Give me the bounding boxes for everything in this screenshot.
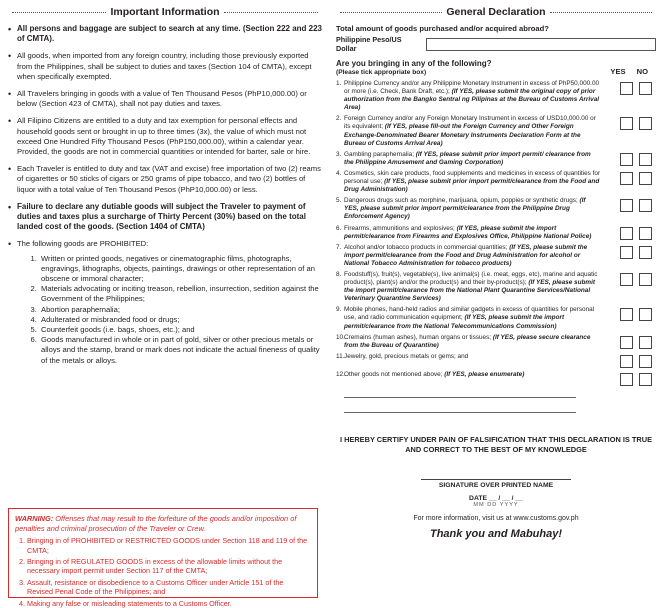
dotted-rule [550, 12, 652, 13]
declaration-item [336, 197, 656, 221]
declaration-item-text [336, 353, 601, 361]
prohibited-heading: The following goods are PROHIBITED: [17, 239, 149, 249]
general-declaration-panel [330, 0, 662, 540]
important-info-title: Important Information [110, 6, 220, 18]
item-number: 5. [336, 197, 342, 205]
item-instruction: (If YES, please fill-out the Foreign Currency and Other Foreign Exchange-Denominated Bearer Monetary Instruments Declaration Form at the Bureau of Customs Arrival Area) [344, 123, 581, 147]
bring-header [336, 59, 656, 76]
no-checkbox[interactable] [639, 246, 652, 259]
item-instruction: (If YES, please submit prior import permit/clearance from the Philippine Drug Enforcement Agency) [344, 197, 586, 221]
item-instruction: (If YES, please submit the import permit/clearance from the National Telecommunications Commission) [344, 314, 565, 330]
info-bullet: • All Travelers bringing in goods with a value of Ten Thousand Pesos (PhP10,000.00) or below (Section 423 of CMTA), shall not pay duties and taxes. [8, 89, 322, 109]
yes-no-checkboxes [620, 371, 656, 386]
warning-offense-item: 3. Assault, resistance or disobedience to a Customs Officer under Article 151 of the Revised Penal Code of the Philippines; and [27, 578, 311, 597]
prohibited-item: 5. Counterfeit goods (i.e. bags, shoes, etc.); and [39, 325, 322, 335]
dotted-rule [224, 12, 318, 13]
thank-you-text: Thank you and Mabuhay! [429, 527, 562, 540]
item-description: Cremains (human ashes), human organs or tissues; [344, 333, 493, 341]
warning-offense-list [15, 536, 311, 608]
declaration-item-text [336, 306, 601, 330]
prohibited-item: 3. Abortion paraphernalia; [39, 305, 322, 315]
declaration-item-text [336, 115, 601, 147]
warning-offense-item: 1. Bringing in of PROHIBITED or RESTRICTED GOODS under Section 118 and 119 of the CMTA; [27, 536, 311, 555]
warning-lead: WARNING: [15, 514, 54, 523]
no-checkbox[interactable] [639, 153, 652, 166]
item-instruction: (If YES, please submit the import permit/clearance from Firearms and Explosives Office, Philippine National Police) [344, 224, 592, 240]
bring-question: Are you bringing in any of the following? [336, 59, 492, 68]
declaration-item [336, 271, 656, 303]
yes-no-checkboxes [620, 306, 656, 321]
warning-box [8, 508, 318, 608]
item-instruction: (If YES, please submit prior import permit/clearance from the Food and Drug Administration) [344, 178, 600, 194]
info-bullet: • All Filipino Citizens are entitled to a duty and tax exemption for personal effects and household goods sent or brought in up to three times (3x), the value of which must not exceed One Hundred Fifty Thousand Pesos (PhP150,000.00), within a calendar year. Provided, the goods are not in commercial quantities or intended for barter, sale or hire. [8, 116, 322, 157]
item-number: 2. [336, 115, 342, 123]
item-number: 10. [336, 333, 345, 341]
website-info: For more information, visit us at www.customs.gov.ph [413, 514, 579, 522]
item-number: 6. [336, 224, 342, 232]
info-bullet: • Failure to declare any dutiable goods will subject the Traveler to payment of duties and taxes plus a surcharge of Thirty Percent (30%) based on the total landed cost of the goods. (Section 1404 of CMTA) [8, 202, 322, 233]
item-number: 9. [336, 306, 342, 314]
item-description: Dangerous drugs such as morphine, marijuana, opium, poppies or synthetic drugs; [344, 197, 580, 205]
item-description: Alcohol and/or tobacco products in commercial quantities; [344, 243, 510, 251]
enumerate-line-1[interactable] [344, 389, 576, 398]
declaration-item-text [336, 371, 601, 379]
dotted-rule [12, 12, 106, 13]
declaration-item [336, 353, 656, 368]
item-body [344, 306, 601, 330]
declaration-item-text [336, 225, 601, 241]
yes-header: YES [610, 67, 626, 76]
important-information-panel [0, 0, 322, 373]
yes-no-checkboxes [620, 80, 656, 95]
item-instruction: (If YES, please submit the original copy of prior authorization from the Bangko Sentral ng Pilipinas at the Bureau of Customs Arrival Area) [344, 88, 600, 112]
item-number: 4. [336, 169, 342, 177]
no-checkbox[interactable] [639, 199, 652, 212]
item-instruction: (If YES, please secure clearance from the Bureau of Quarantine) [344, 333, 591, 349]
item-instruction: (If YES, please submit the import permit/clearance from the Food and Drug Administration for alcohol or National Tobacco Administration for tobacco products) [344, 243, 588, 267]
yes-checkbox[interactable] [620, 308, 633, 321]
date-field[interactable]: DATE __ / __ / __ [469, 494, 523, 502]
no-checkbox[interactable] [639, 336, 652, 349]
declaration-item-text [336, 197, 601, 221]
yes-no-checkboxes [620, 225, 656, 240]
item-description: Foodstuff(s), fruit(s), vegetable(s), live animal(s) (i.e. meat, eggs, etc), marine and aquatic product(s), plant(s) and/or the product(s) and their by-product(s); [344, 270, 598, 287]
warning-offense-item: 4. Making any false or misleading statements to a Customs Officer. [27, 599, 311, 608]
item-body [344, 334, 601, 350]
yes-checkbox[interactable] [620, 153, 633, 166]
yes-no-checkboxes [620, 115, 656, 130]
declaration-item [336, 244, 656, 268]
item-description: Philippine Currency and/or any Philippine Monetary Instrument in excess of PhP50,000.00 or more (i.e. Check, Bank Draft, etc.); [344, 80, 600, 96]
warning-text [15, 514, 311, 533]
no-checkbox[interactable] [639, 355, 652, 368]
declaration-item-text [336, 271, 601, 303]
yes-checkbox[interactable] [620, 336, 633, 349]
no-checkbox[interactable] [639, 308, 652, 321]
item-description: Gambling paraphernalia; [344, 150, 416, 158]
info-bullet-list [8, 24, 322, 366]
declaration-item [336, 115, 656, 147]
yes-checkbox[interactable] [620, 273, 633, 286]
yes-checkbox[interactable] [620, 117, 633, 130]
enumerate-line-2[interactable] [344, 404, 576, 413]
no-checkbox[interactable] [639, 172, 652, 185]
item-body [344, 371, 601, 379]
yes-checkbox[interactable] [620, 82, 633, 95]
declaration-item-text [336, 334, 601, 350]
item-body [344, 353, 601, 361]
item-instruction: (If YES, please enumerate) [444, 370, 525, 378]
prohibited-item: 4. Adulterated or misbranded food or drugs; [39, 315, 322, 325]
item-description: Other goods not mentioned above; [344, 370, 445, 378]
prohibited-item: 1. Written or printed goods, negatives or cinematographic films, photographs, engravings, lithographs, objects, paintings, drawings or other representation of an obscene or immoral character; [39, 254, 322, 285]
yes-checkbox[interactable] [620, 199, 633, 212]
yes-checkbox[interactable] [620, 227, 633, 240]
no-checkbox[interactable] [639, 117, 652, 130]
declaration-item-text [336, 80, 601, 112]
declaration-item-list [336, 80, 656, 386]
item-number: 1. [336, 80, 342, 87]
no-header: NO [636, 67, 648, 76]
item-instruction: (If YES, please submit prior import permit/ clearance from the Philippine Amusement and Gaming Corporation) [344, 150, 591, 166]
item-description: Jewelry, gold, precious metals or gems; and [344, 352, 469, 360]
item-description: Firearms, ammunitions and explosives; [344, 224, 457, 232]
yes-no-checkboxes [620, 334, 656, 349]
declaration-item [336, 371, 656, 386]
item-instruction: (If YES, please submit the import permit/clearance from the National Plant Quarantine Services/National Veterinary Quarantine Services) [344, 279, 595, 303]
date-format: MM DD YYYY [473, 501, 519, 508]
declaration-item [336, 80, 656, 112]
warning-body: Offenses that may result to the forfeiture of the goods and/or imposition of penalties and criminal prosecution of the Traveler or Crew. [15, 514, 297, 533]
signature-line[interactable] [421, 479, 571, 480]
info-bullet: • All persons and baggage are subject to search at any time. (Section 222 and 223 of CMTA). [8, 24, 322, 44]
prohibited-item: 6. Goods manufactured in whole or in part of gold, silver or other precious metals or alloys and the stamp, brand or mark does not indicate the actual fineness of quality of the metals or alloys. [39, 335, 322, 366]
declaration-item-text [336, 244, 601, 268]
item-number: 12. [336, 370, 345, 378]
no-checkbox[interactable] [639, 227, 652, 240]
total-amount-question: Total amount of goods purchased and/or acquired abroad? [336, 24, 549, 33]
yes-no-header [610, 67, 656, 76]
prohibited-item: 2. Materials advocating or inciting treason, rebellion, insurrection, sedition against the Government of the Philippines; [39, 284, 322, 304]
prohibited-list [17, 254, 322, 366]
no-checkbox[interactable] [639, 82, 652, 95]
info-bullet: • Each Traveler is entitled to duty and tax (VAT and excise) free importation of two (2) reams of cigarettes or 50 sticks of cigars or 250 grams of pipe tobacco, and two (2) bottles of liquor with a total value of Ten Thousand Pesos (PhP10,000.00) or less. [8, 164, 322, 195]
yes-no-checkboxes [620, 244, 656, 259]
item-number: 3. [336, 150, 342, 158]
important-info-header [8, 6, 322, 18]
general-declaration-header [336, 6, 656, 18]
item-body [344, 170, 601, 194]
yes-checkbox[interactable] [620, 246, 633, 259]
item-body [344, 151, 601, 167]
info-bullet: • All goods, when imported from any foreign country, including those previously exported from the Philippines, shall be subject to duties and taxes (Section 104 of CMTA), except when specifically exempted. [8, 51, 322, 82]
item-number: 8. [336, 270, 342, 278]
item-body [344, 225, 601, 241]
amount-field[interactable] [426, 38, 656, 51]
info-bullet [8, 239, 322, 365]
peso-row [336, 35, 656, 53]
no-checkbox[interactable] [639, 373, 652, 386]
declaration-item [336, 151, 656, 167]
general-declaration-title: General Declaration [446, 6, 546, 18]
yes-no-checkboxes [620, 271, 656, 286]
item-description: Foreign Currency and/or any Foreign Monetary Instrument in excess of USD10,000.00 or its equivalent; [344, 115, 596, 131]
tick-instruction: (Please tick appropriate box) [336, 69, 427, 76]
item-body [344, 271, 601, 303]
item-number: 7. [336, 243, 342, 251]
declaration-item-text [336, 151, 601, 167]
signature-label: SIGNATURE OVER PRINTED NAME [438, 481, 554, 489]
yes-checkbox[interactable] [620, 373, 633, 386]
declaration-item [336, 225, 656, 241]
declaration-item-text [336, 170, 601, 194]
yes-checkbox[interactable] [620, 172, 633, 185]
item-body [344, 244, 601, 268]
item-number: 11. [336, 352, 345, 360]
dotted-rule [340, 12, 442, 13]
warning-offense-item: 2. Bringing in of REGULATED GOODS in excess of the allowable limits without the necessary import permit under Section 117 of the CMTA; [27, 557, 311, 576]
yes-no-checkboxes [620, 197, 656, 212]
certification-statement: I HEREBY CERTIFY UNDER PAIN OF FALSIFICATION THAT THIS DECLARATION IS TRUE AND CORRECT TO THE BEST OF MY KNOWLEDGE [339, 434, 653, 454]
item-description: Mobile phones, hand-held radios and similar gadgets in excess of quantities for personal use, and radio communication equipment; [344, 306, 595, 322]
declaration-item [336, 170, 656, 194]
yes-no-checkboxes [620, 151, 656, 166]
item-body [344, 197, 601, 221]
yes-checkbox[interactable] [620, 355, 633, 368]
no-checkbox[interactable] [639, 273, 652, 286]
yes-no-checkboxes [620, 353, 656, 368]
yes-no-checkboxes [620, 170, 656, 185]
item-body [344, 80, 601, 112]
peso-label: Philippine Peso/US Dollar [336, 35, 402, 53]
declaration-item [336, 334, 656, 350]
item-body [344, 115, 601, 147]
declaration-item [336, 306, 656, 330]
item-description: Cosmetics, skin care products, food supplements and medicines in excess of quantities for personal use; [344, 169, 601, 186]
